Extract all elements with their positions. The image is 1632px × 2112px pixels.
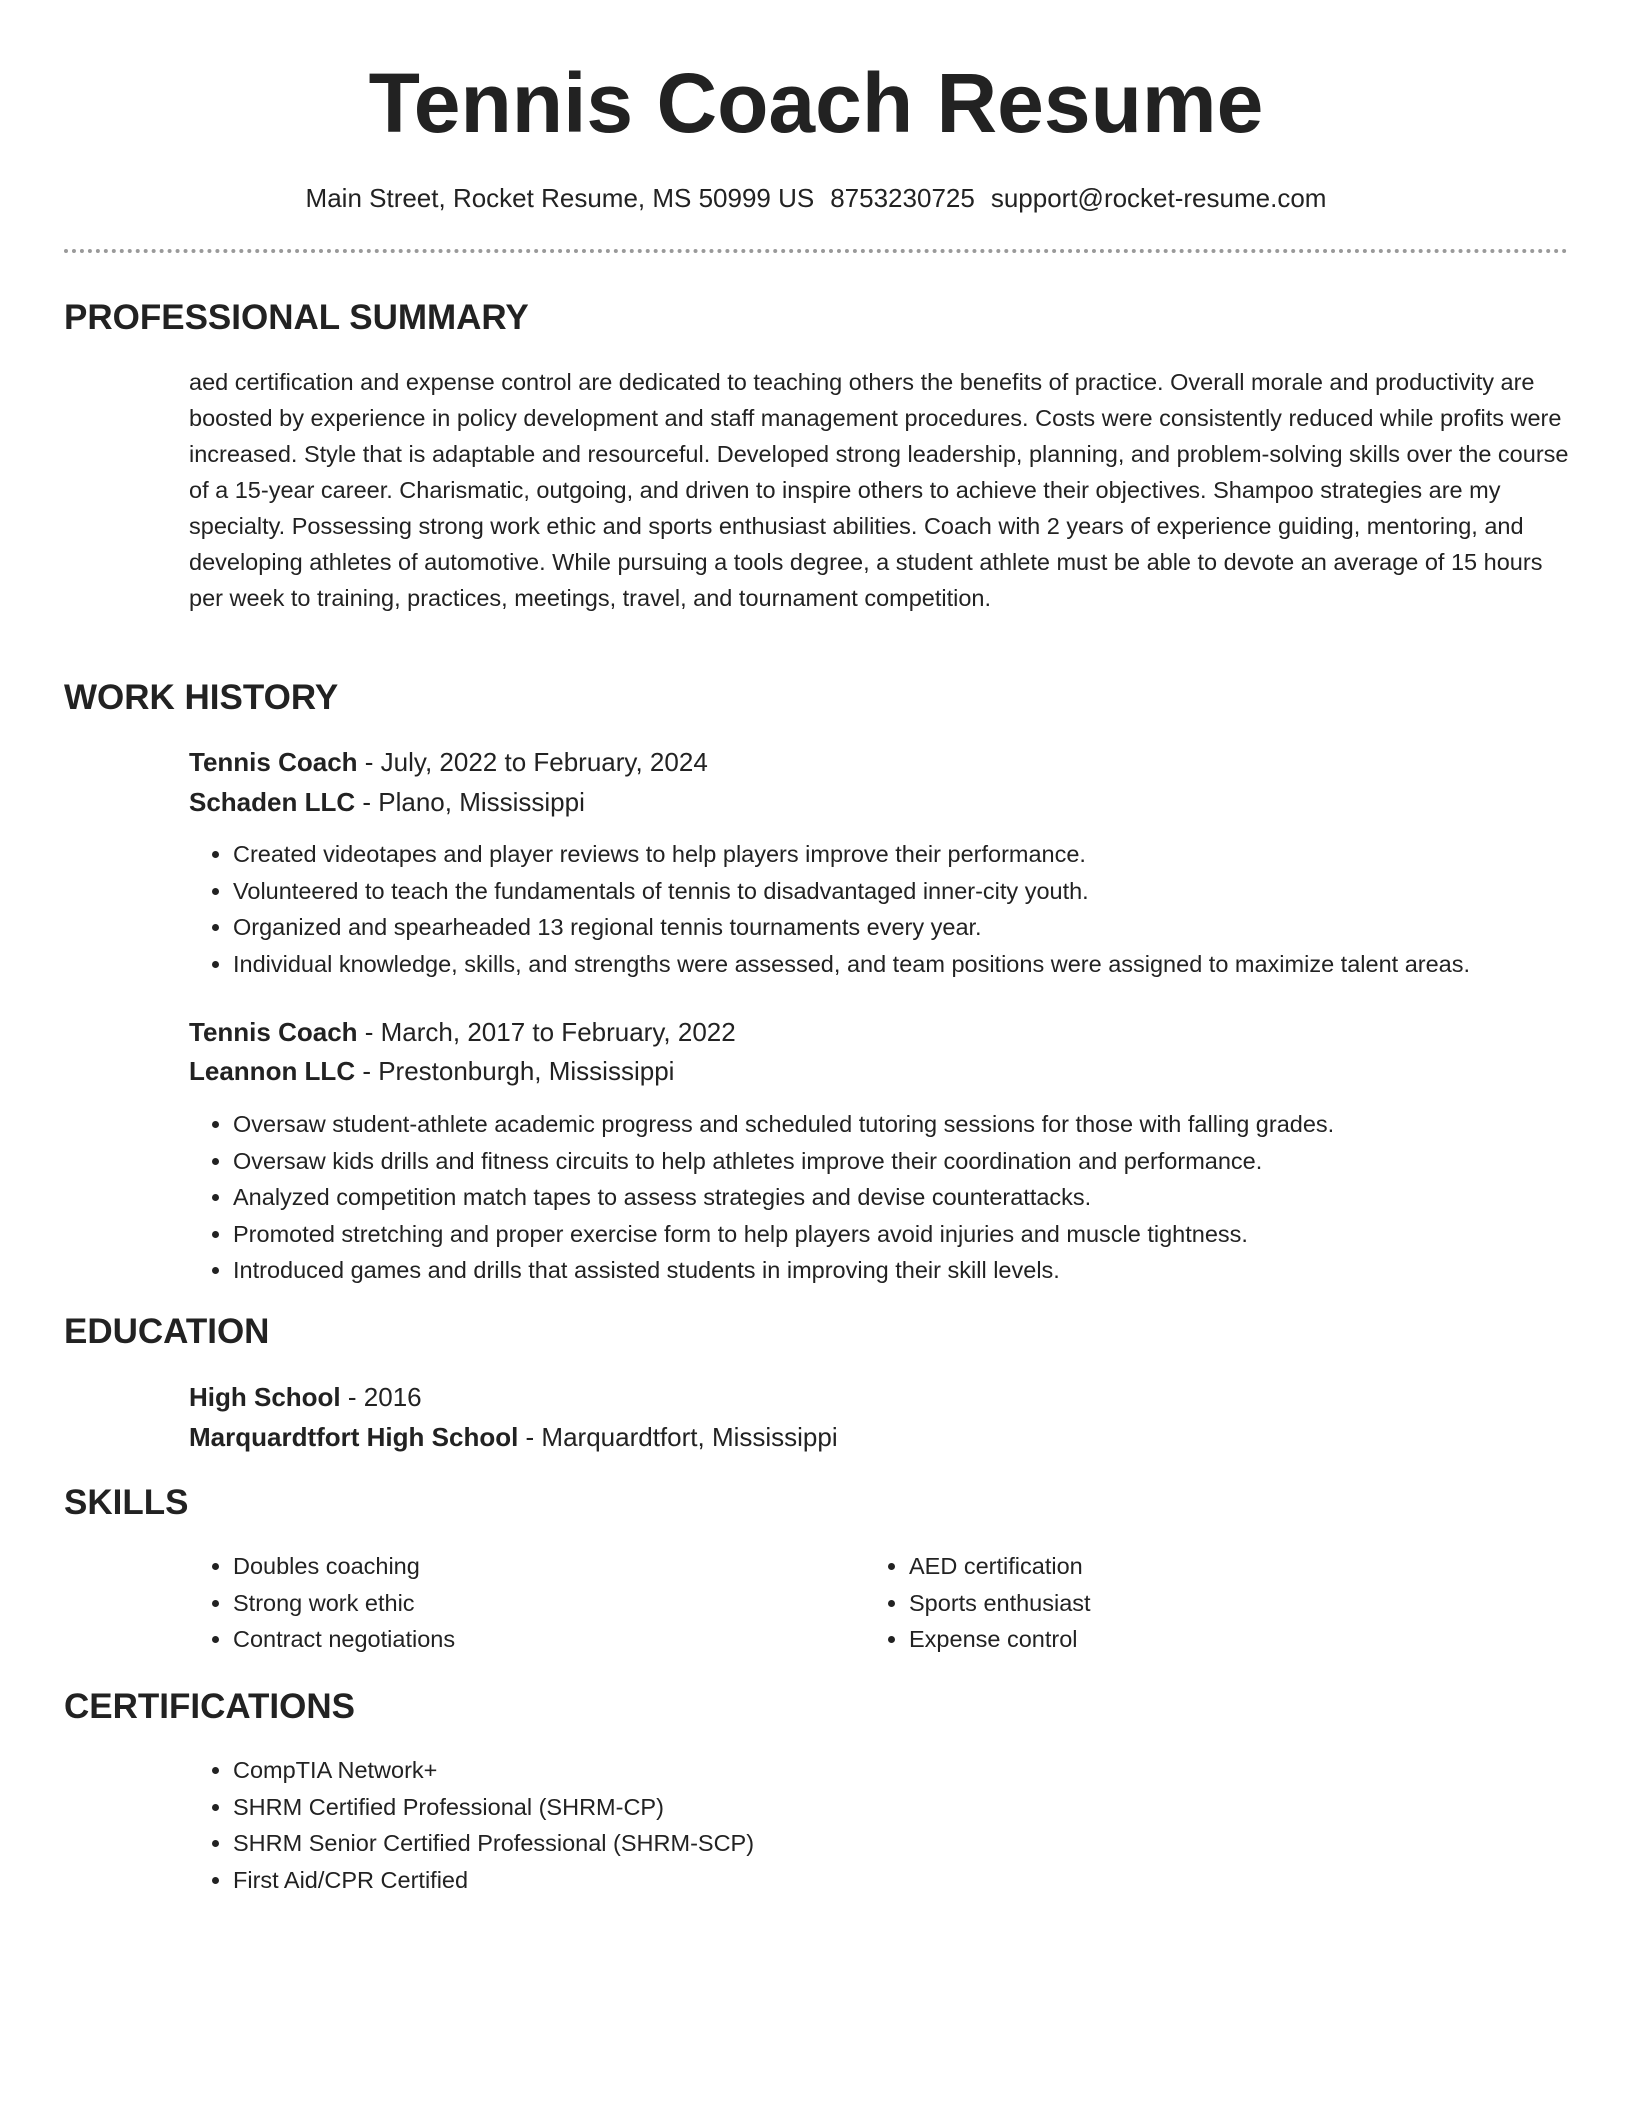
list-item: • Volunteered to teach the fundamentals of tennis to disadvantaged inner-city youth.	[233, 873, 1470, 910]
contact-email: support@rocket-resume.com	[990, 183, 1327, 213]
list-item: • AED certification	[909, 1548, 1509, 1585]
list-item: • Analyzed competition match tapes to assess strategies and devise counterattacks.	[233, 1179, 1334, 1216]
skills-list-left	[189, 1548, 833, 1658]
job-2-dates: - March, 2017 to February, 2022	[357, 1017, 736, 1047]
education-school: Marquardtfort High School	[189, 1422, 519, 1452]
header-divider	[64, 249, 1568, 253]
job-1-bullets	[189, 836, 1470, 982]
list-item: • Oversaw kids drills and fitness circuits to help athletes improve their coordination and performance.	[233, 1143, 1334, 1180]
summary-text: aed certification and expense control are dedicated to teaching others the benefits of practice. Overall morale and productivity are boosted by experience in policy development and staff management procedures. Costs were consistently reduced while profits were increased. Style that is adaptable and resourceful. Developed strong leadership, planning, and problem-solving skills over the course of a 15-year career. Charismatic, outgoing, and driven to inspire others to achieve their objectives. Shampoo strategies are my specialty. Possessing strong work ethic and sports enthusiast abilities. Coach with 2 years of experience guiding, mentoring, and developing athletes of automotive. While pursuing a tools degree, a student athlete must be able to devote an average of 15 hours per week to training, practices, meetings, travel, and tournament competition.	[189, 369, 1569, 611]
list-item: • Individual knowledge, skills, and strengths were assessed, and team positions were assigned to maximize talent areas.	[233, 946, 1470, 983]
contact-phone: 8753230725	[830, 183, 975, 213]
list-item: • Sports enthusiast	[909, 1585, 1509, 1622]
list-item: • Expense control	[909, 1621, 1509, 1658]
job-1-title: Tennis Coach	[189, 747, 358, 777]
summary-heading: PROFESSIONAL SUMMARY	[64, 298, 529, 337]
list-item: • Strong work ethic	[233, 1585, 833, 1622]
job-1-location: - Plano, Mississippi	[355, 787, 585, 817]
contact-line	[0, 180, 1632, 216]
job-2-company-line	[189, 1053, 674, 1089]
list-item: • CompTIA Network+	[233, 1752, 754, 1789]
resume-title: Tennis Coach Resume	[368, 56, 1264, 150]
job-1-company-line	[189, 784, 585, 820]
list-item: • Oversaw student-athlete academic progress and scheduled tutoring sessions for those with falling grades.	[233, 1106, 1334, 1143]
education-location: - Marquardtfort, Mississippi	[518, 1422, 838, 1452]
education-degree-line	[189, 1379, 422, 1415]
job-1-title-line	[189, 744, 708, 780]
work-history-heading: WORK HISTORY	[64, 678, 339, 717]
list-item: • Doubles coaching	[233, 1548, 833, 1585]
job-1-dates: - July, 2022 to February, 2024	[357, 747, 708, 777]
education-year: - 2016	[340, 1382, 422, 1412]
job-2-location: - Prestonburgh, Mississippi	[355, 1056, 675, 1086]
education-heading: EDUCATION	[64, 1312, 270, 1351]
list-item: • Promoted stretching and proper exercise form to help players avoid injuries and muscle tightness.	[233, 1216, 1334, 1253]
contact-address: Main Street, Rocket Resume, MS 50999 US	[305, 183, 815, 213]
list-item: • SHRM Senior Certified Professional (SHRM-SCP)	[233, 1825, 754, 1862]
certifications-list	[189, 1752, 754, 1898]
list-item: • Introduced games and drills that assisted students in improving their skill levels.	[233, 1252, 1334, 1289]
list-item: • Organized and spearheaded 13 regional tennis tournaments every year.	[233, 909, 1470, 946]
list-item: • Created videotapes and player reviews to help players improve their performance.	[233, 836, 1470, 873]
job-2-company: Leannon LLC	[189, 1056, 356, 1086]
skills-list-right	[865, 1548, 1509, 1658]
list-item: • First Aid/CPR Certified	[233, 1862, 754, 1899]
job-2-title-line	[189, 1014, 736, 1050]
education-school-line	[189, 1419, 838, 1455]
certifications-heading: CERTIFICATIONS	[64, 1687, 356, 1726]
list-item: • SHRM Certified Professional (SHRM-CP)	[233, 1789, 754, 1826]
job-2-title: Tennis Coach	[189, 1017, 358, 1047]
skills-heading: SKILLS	[64, 1483, 189, 1522]
list-item: • Contract negotiations	[233, 1621, 833, 1658]
job-1-company: Schaden LLC	[189, 787, 356, 817]
job-2-bullets	[189, 1106, 1334, 1289]
education-degree: High School	[189, 1382, 341, 1412]
